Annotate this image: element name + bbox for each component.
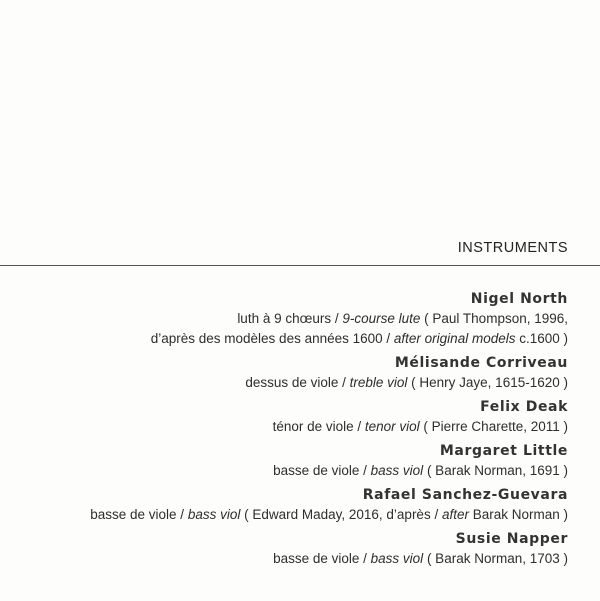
- instrument-list: [8, 290, 568, 569]
- instrument-line: [8, 461, 568, 481]
- instrument-maker: ( Pierre Charette, 2011 ): [419, 419, 568, 434]
- instrument-line: [8, 417, 568, 437]
- instrument-line: [8, 309, 568, 329]
- instrument-maker: ( Barak Norman, 1691 ): [423, 463, 568, 478]
- instrument-translation: 9-course lute: [342, 311, 421, 326]
- instrument-maker: ( Edward Maday, 2016, d’après /: [240, 507, 442, 522]
- performer-name: Nigel North: [470, 291, 568, 307]
- performer-name: Susie Napper: [455, 531, 568, 547]
- performer-name: Margaret Little: [439, 443, 568, 459]
- instrument-text: basse de viole /: [273, 551, 371, 566]
- performer-entry: [8, 530, 568, 569]
- instrument-text: basse de viole /: [90, 507, 188, 522]
- instrument-maker: c.1600 ): [515, 331, 568, 346]
- horizontal-rule: [0, 265, 600, 266]
- instrument-text: basse de viole /: [273, 463, 371, 478]
- instrument-translation: bass viol: [370, 463, 424, 478]
- performer-entry: [8, 354, 568, 393]
- performer-entry: [8, 290, 568, 349]
- instrument-maker: ( Barak Norman, 1703 ): [423, 551, 568, 566]
- instrument-line: [8, 549, 568, 569]
- instrument-translation: bass viol: [187, 507, 241, 522]
- instrument-line: [8, 505, 568, 525]
- instrument-translation: bass viol: [370, 551, 424, 566]
- instrument-line: [8, 373, 568, 393]
- performer-name: Mélisande Corriveau: [394, 355, 568, 371]
- instrument-text: luth à 9 chœurs /: [237, 311, 343, 326]
- instrument-translation: treble viol: [349, 375, 408, 390]
- performer-entry: [8, 486, 568, 525]
- performer-entry: [8, 398, 568, 437]
- instrument-maker-original: Barak Norman ): [468, 507, 568, 522]
- performer-name: Rafael Sanchez-Guevara: [362, 487, 568, 503]
- section-heading: INSTRUMENTS: [457, 240, 568, 256]
- instrument-maker: ( Henry Jaye, 1615-1620 ): [407, 375, 568, 390]
- instrument-maker: ( Paul Thompson, 1996,: [420, 311, 568, 326]
- performer-entry: [8, 442, 568, 481]
- instrument-translation: after original models: [393, 331, 516, 346]
- instrument-text: ténor de viole /: [272, 419, 365, 434]
- instrument-line: [8, 329, 568, 349]
- instrument-translation: tenor viol: [364, 419, 420, 434]
- instrument-text: d’après des modèles des années 1600 /: [150, 331, 394, 346]
- instrument-after: after: [441, 507, 469, 522]
- performer-name: Felix Deak: [480, 399, 568, 415]
- instrument-text: dessus de viole /: [245, 375, 350, 390]
